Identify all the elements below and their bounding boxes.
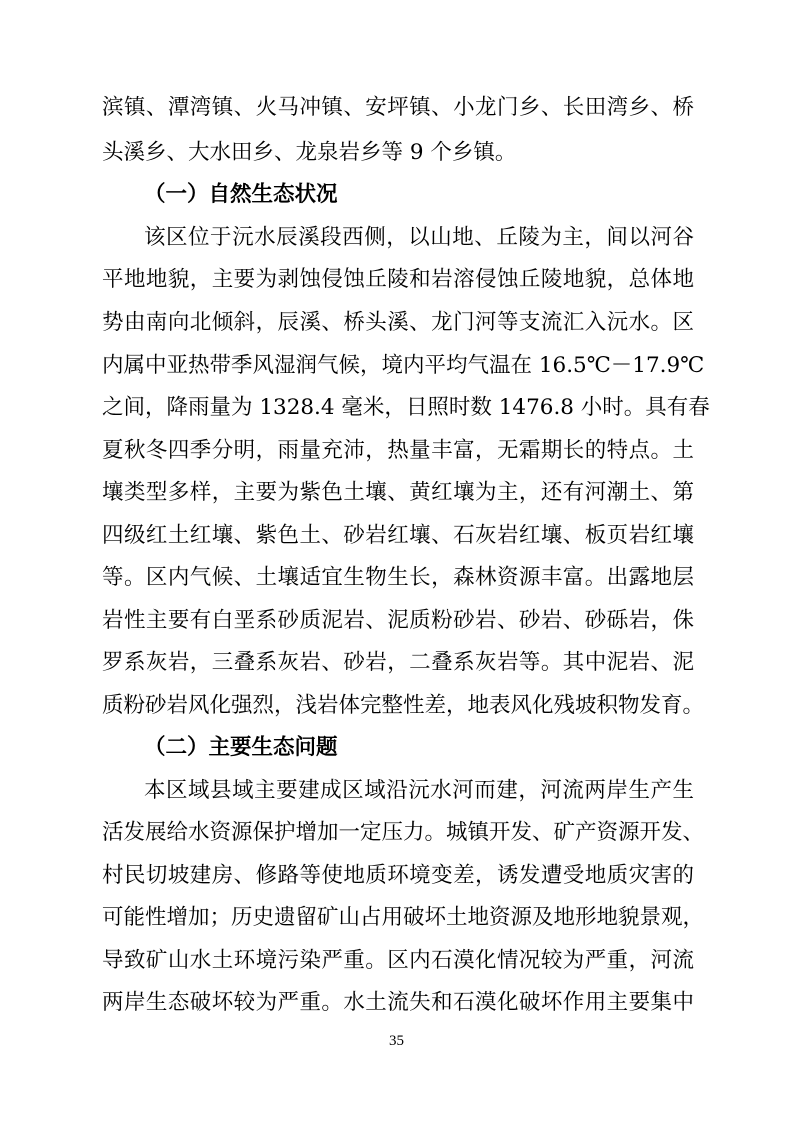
body-text-line: 可能性增加；历史遗留矿山占用破坏土地资源及地形地貌景观， [102, 905, 705, 930]
section-heading-natural-ecology: （一）自然生态状况 [144, 182, 338, 207]
paragraph-first-line: 本区域县域主要建成区域沿沅水河而建，河流两岸生产生 [144, 778, 694, 803]
body-text-line: 四级红土红壤、紫色土、砂岩红壤、石灰岩红壤、板页岩红壤 [102, 523, 694, 548]
body-text-line: 之间，降雨量为 1328.4 毫米，日照时数 1476.8 小时。具有春 [102, 395, 710, 420]
body-text-line: 罗系灰岩，三叠系灰岩、砂岩，二叠系灰岩等。其中泥岩、泥 [102, 650, 694, 675]
paragraph-first-line: 该区位于沅水辰溪段西侧，以山地、丘陵为主，间以河谷 [144, 225, 694, 250]
body-text-line: 等。区内气候、土壤适宜生物生长，森林资源丰富。出露地层 [102, 565, 694, 590]
body-text-line: 滨镇、潭湾镇、火马冲镇、安坪镇、小龙门乡、长田湾乡、桥 [102, 95, 694, 120]
body-text-line: 活发展给水资源保护增加一定压力。城镇开发、矿产资源开发、 [102, 820, 705, 845]
body-text-line: 平地地貌，主要为剥蚀侵蚀丘陵和岩溶侵蚀丘陵地貌，总体地 [102, 267, 694, 292]
body-text-line: 夏秋冬四季分明，雨量充沛，热量丰富，无霜期长的特点。土 [102, 438, 694, 463]
body-text-line: 两岸生态破坏较为严重。水土流失和石漠化破坏作用主要集中 [102, 990, 694, 1015]
body-text-line: 头溪乡、大水田乡、龙泉岩乡等 9 个乡镇。 [102, 140, 517, 165]
section-heading-main-problems: （二）主要生态问题 [144, 735, 338, 760]
body-text-line: 村民切坡建房、修路等使地质环境变差，诱发遭受地质灾害的 [102, 863, 694, 888]
body-text-line: 壤类型多样，主要为紫色土壤、黄红壤为主，还有河潮土、第 [102, 480, 694, 505]
body-text-line: 岩性主要有白垩系砂质泥岩、泥质粉砂岩、砂岩、砂砾岩，侏 [102, 608, 694, 633]
page-number: 35 [389, 1033, 404, 1049]
body-text-line: 质粉砂岩风化强烈，浅岩体完整性差，地表风化残坡积物发育。 [102, 693, 705, 718]
body-text-line: 导致矿山水土环境污染严重。区内石漠化情况较为严重，河流 [102, 948, 694, 973]
body-text-line: 势由南向北倾斜，辰溪、桥头溪、龙门河等支流汇入沅水。区 [102, 310, 694, 335]
body-text-line: 内属中亚热带季风湿润气候，境内平均气温在 16.5℃－17.9℃ [102, 353, 705, 378]
